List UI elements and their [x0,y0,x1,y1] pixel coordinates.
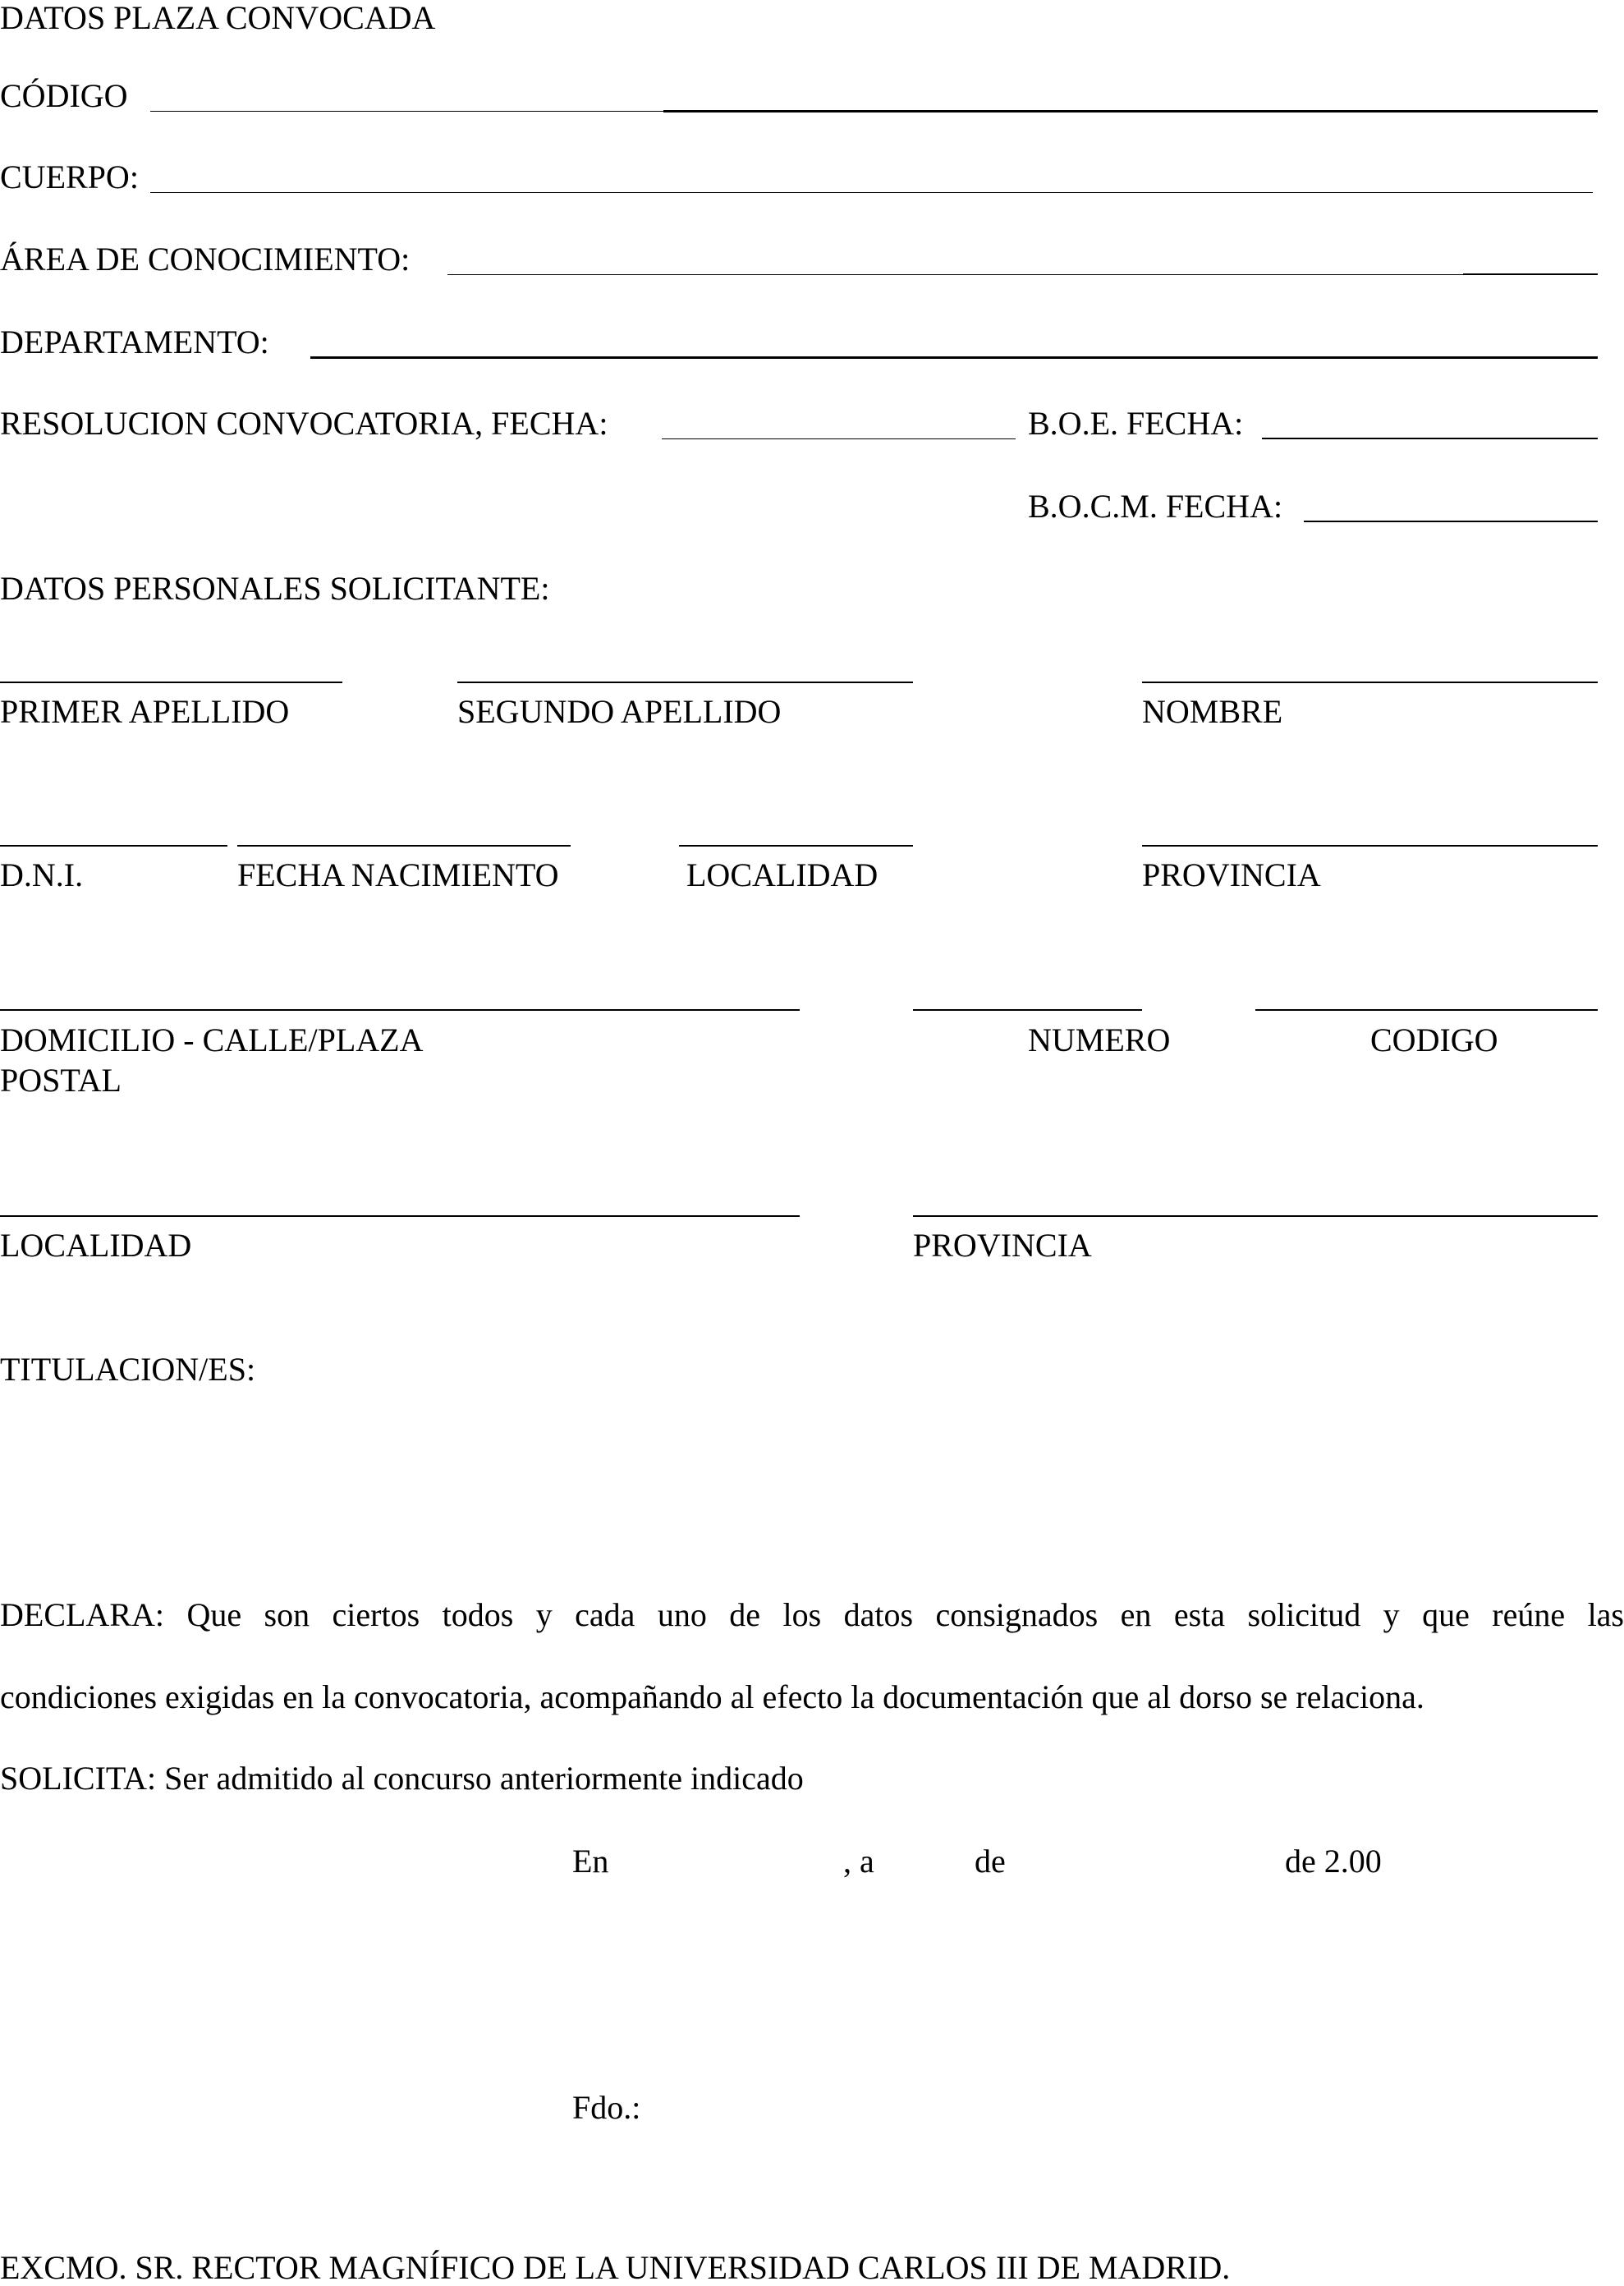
codigo-label: CÓDIGO [0,77,128,114]
section-title-personales: DATOS PERSONALES SOLICITANTE: [0,570,550,607]
primer-apellido-label: PRIMER APELLIDO [0,693,290,730]
bocm-fecha-field[interactable] [1304,521,1598,522]
mes-label: de [975,1843,1006,1880]
codigo-postal-field[interactable] [1255,1009,1598,1011]
bocm-label: B.O.C.M. FECHA: [1028,488,1283,525]
boe-label: B.O.E. FECHA: [1028,405,1244,442]
area-field-ext[interactable] [1463,273,1598,275]
provincia-field[interactable] [913,1215,1598,1217]
year-label: de 2.00 [1285,1843,1382,1880]
domicilio-field[interactable] [0,1009,800,1011]
area-field[interactable] [447,274,1463,275]
solicita-text: SOLICITA: Ser admitido al concurso anteriormente indicado [0,1760,804,1797]
localidad-nacimiento-field[interactable] [679,845,913,847]
localidad-label: LOCALIDAD [0,1227,192,1264]
departamento-field[interactable] [310,356,1598,359]
dia-label: , a [843,1843,874,1880]
resolucion-fecha-field[interactable] [662,438,1016,439]
fecha-nacimiento-label: FECHA NACIMIENTO [237,856,559,893]
cuerpo-field[interactable] [150,192,1593,193]
destinatario: EXCMO. SR. RECTOR MAGNÍFICO DE LA UNIVERSIDAD CARLOS III DE MADRID. [0,2249,1231,2286]
provincia-label: PROVINCIA [913,1227,1092,1264]
dni-label: D.N.I. [0,856,84,893]
dni-field[interactable] [0,845,227,847]
localidad-field[interactable] [0,1215,800,1217]
codigo-postal-label: CODIGO [1370,1021,1498,1058]
lugar-label: En [572,1843,609,1880]
declara-text-line2: condiciones exigidas en la convocatoria, acompañando al efecto la documentación que al dorso se relaciona. [0,1678,1424,1715]
declara-text-line1: DECLARA: Que son ciertos todos y cada uno de los datos consignados en esta solicitud y que reúne las [0,1596,1624,1633]
titulacion-label: TITULACION/ES: [0,1351,256,1388]
area-label: ÁREA DE CONOCIMIENTO: [0,241,411,278]
nombre-field[interactable] [1142,682,1598,683]
resolucion-label: RESOLUCION CONVOCATORIA, FECHA: [0,405,608,442]
domicilio-label: DOMICILIO - CALLE/PLAZA [0,1021,424,1058]
departamento-label: DEPARTAMENTO: [0,324,269,360]
segundo-apellido-field[interactable] [457,682,913,683]
codigo-field[interactable] [150,111,663,112]
cuerpo-label: CUERPO: [0,158,139,195]
numero-field[interactable] [913,1009,1142,1011]
segundo-apellido-label: SEGUNDO APELLIDO [457,693,782,730]
boe-fecha-field[interactable] [1262,438,1598,439]
section-title-plaza: DATOS PLAZA CONVOCADA [0,0,436,36]
numero-label: NUMERO [1028,1021,1171,1058]
codigo-field-ext[interactable] [663,110,1598,112]
provincia-nacimiento-label: PROVINCIA [1142,856,1321,893]
primer-apellido-field[interactable] [0,682,342,683]
nombre-label: NOMBRE [1142,693,1283,730]
provincia-nacimiento-field[interactable] [1142,845,1598,847]
localidad-nacimiento-label: LOCALIDAD [686,856,879,893]
firma-label: Fdo.: [572,2089,641,2126]
postal-label: POSTAL [0,1062,122,1099]
fecha-nacimiento-field[interactable] [237,845,571,847]
